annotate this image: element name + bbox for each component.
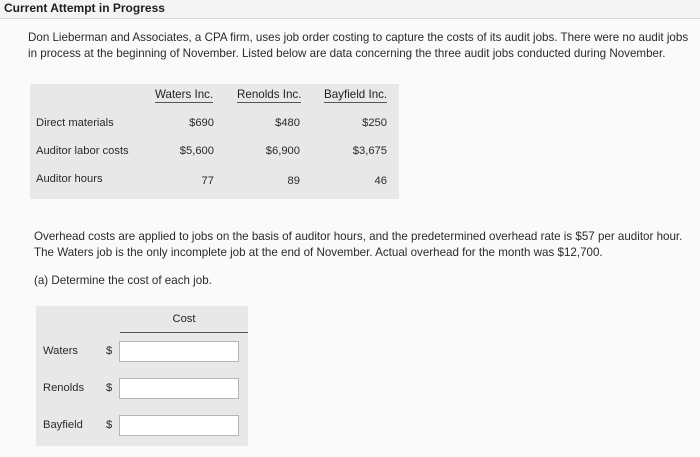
cell-renolds-direct-materials: $480 xyxy=(275,117,300,129)
answer-label-bayfield: Bayfield xyxy=(43,419,83,431)
top-bar xyxy=(0,0,700,19)
dollar-sign: $ xyxy=(106,419,113,431)
cell-bayfield-auditor-labor: $3,675 xyxy=(352,145,387,157)
row-label-auditor-labor-costs: Auditor labor costs xyxy=(36,145,129,157)
dollar-sign: $ xyxy=(106,382,113,394)
question-a: (a) Determine the cost of each job. xyxy=(34,274,212,287)
cell-bayfield-auditor-hours: 46 xyxy=(374,175,387,187)
problem-intro: Don Lieberman and Associates, a CPA firm, uses job order costing to capture the costs of its audit jobs. There were no audit jobs in process at the beginning of November. Listed below are data concerning the three audit jobs conducted during November. xyxy=(28,31,689,60)
cell-renolds-auditor-hours: 89 xyxy=(287,175,300,187)
answer-label-renolds: Renolds xyxy=(43,382,85,394)
column-header-waters: Waters Inc. xyxy=(155,88,214,101)
dollar-sign: $ xyxy=(106,345,113,357)
cell-bayfield-direct-materials: $250 xyxy=(362,117,387,129)
bayfield-cost-input[interactable] xyxy=(119,415,239,436)
cell-renolds-auditor-labor: $6,900 xyxy=(265,145,300,157)
row-label-auditor-hours: Auditor hours xyxy=(36,173,103,185)
column-header-renolds: Renolds Inc. xyxy=(237,88,302,101)
answer-column-header-cost: Cost xyxy=(120,306,248,333)
cell-waters-auditor-hours: 77 xyxy=(201,175,214,187)
cell-waters-auditor-labor: $5,600 xyxy=(179,145,214,157)
answer-label-waters: Waters xyxy=(43,345,79,357)
row-label-direct-materials: Direct materials xyxy=(36,117,114,129)
cell-waters-direct-materials: $690 xyxy=(189,117,214,129)
attempt-status-title: Current Attempt in Progress xyxy=(4,1,165,15)
waters-cost-input[interactable] xyxy=(119,341,239,362)
column-header-bayfield: Bayfield Inc. xyxy=(324,88,388,101)
overhead-paragraph: Overhead costs are applied to jobs on the basis of auditor hours, and the predetermined overhead rate is $57 per auditor hour. The Waters job is the only incomplete job at the end of November. Actual overhead for the month was $12,700. xyxy=(34,230,683,259)
renolds-cost-input[interactable] xyxy=(119,378,239,399)
